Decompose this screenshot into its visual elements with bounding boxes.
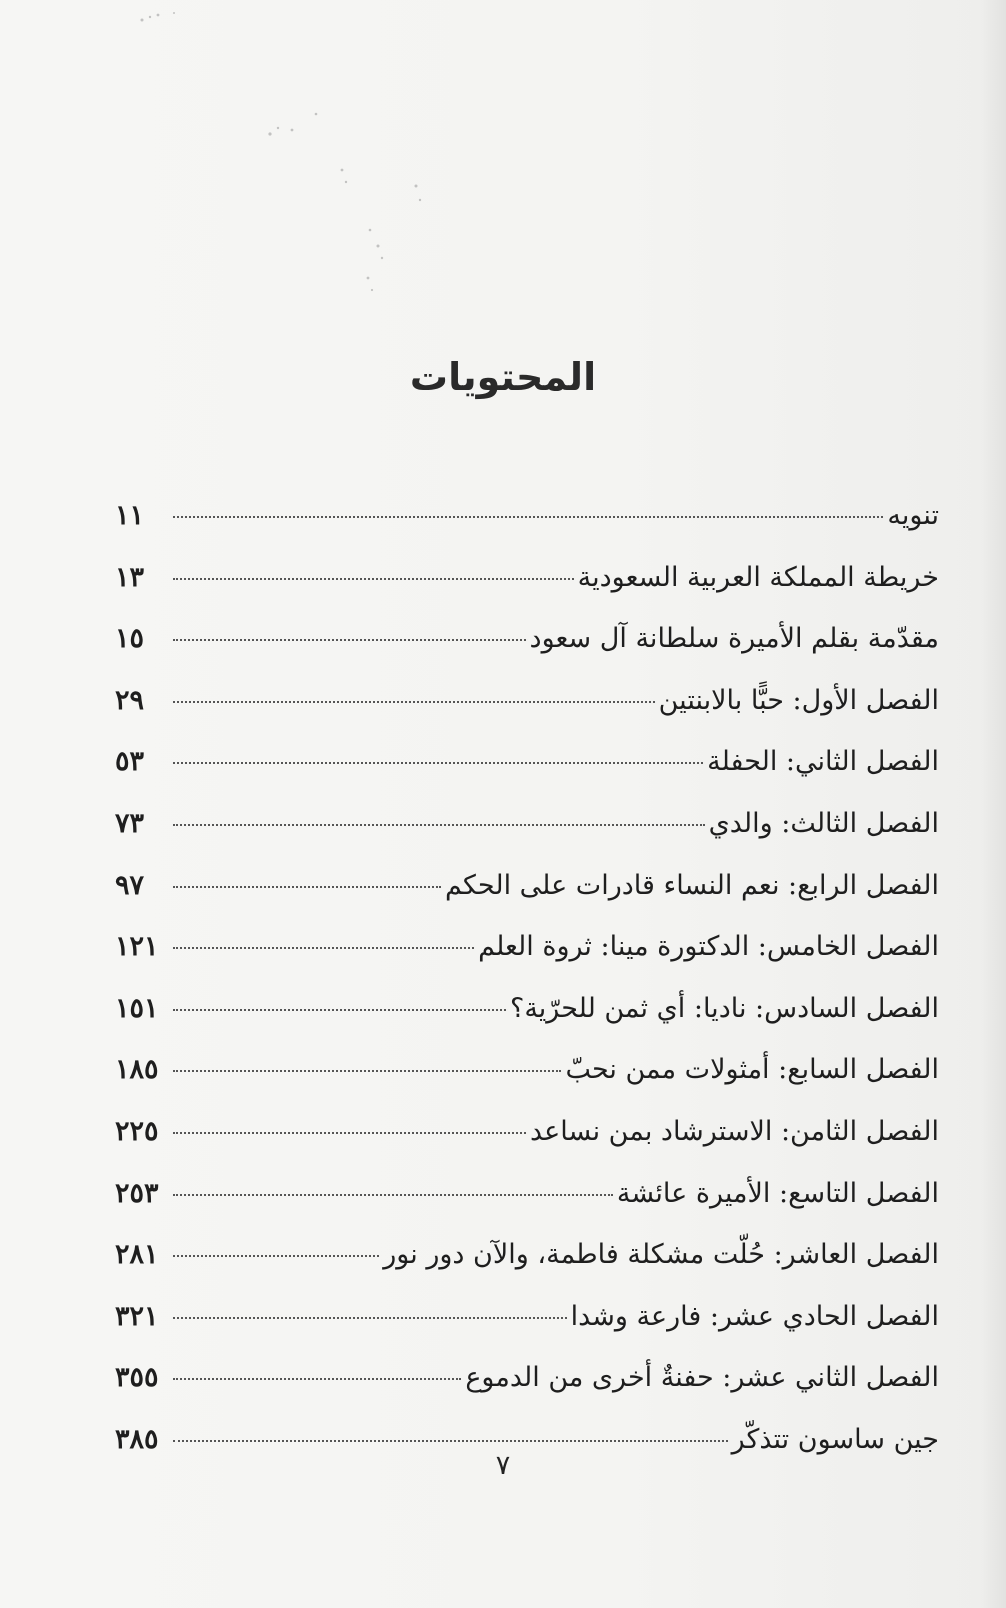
toc-entry — [115, 916, 939, 978]
dot-leader — [173, 762, 703, 764]
toc-entry — [115, 485, 939, 547]
toc-entry-page: ٢٥٣ — [115, 1177, 159, 1209]
toc-entry — [115, 1286, 939, 1348]
dot-leader — [173, 1317, 567, 1319]
dot-leader — [173, 1378, 461, 1380]
toc-entry-page: ٣٥٥ — [115, 1362, 159, 1394]
dot-leader — [173, 1070, 561, 1072]
toc-entry-page: ١٨٥ — [115, 1054, 159, 1086]
dot-leader — [173, 886, 441, 888]
toc-entry-page: ٢٩ — [115, 684, 145, 716]
dot-leader — [173, 824, 705, 826]
toc-entry — [115, 731, 939, 793]
toc-entry-title: الفصل السادس: ناديا: أي ثمن للحرّية؟ — [509, 992, 939, 1024]
toc-entry-page: ١٢١ — [115, 931, 159, 963]
toc-entry-title: جين ساسون تتذكّر — [731, 1423, 939, 1455]
toc-entry — [115, 793, 939, 855]
toc-entry — [115, 1101, 939, 1163]
dot-leader — [173, 701, 655, 703]
toc-entry-page: ٩٧ — [115, 869, 145, 901]
dot-leader — [173, 947, 474, 949]
toc-entry — [115, 547, 939, 609]
toc-entry-title: الفصل الثاني عشر: حفنةٌ أخرى من الدموع — [465, 1362, 939, 1394]
toc-entry-page: ٧٣ — [115, 807, 145, 839]
dot-leader — [173, 578, 574, 580]
toc-entry-title: الفصل الثالث: والدي — [708, 807, 939, 839]
toc-entry-page: ١٥١ — [115, 992, 159, 1024]
toc-entry-title: خريطة المملكة العربية السعودية — [577, 561, 939, 593]
dot-leader — [173, 1009, 506, 1011]
dot-leader — [173, 516, 883, 518]
toc-entry — [115, 608, 939, 670]
page-title: المحتويات — [409, 355, 597, 400]
table-of-contents — [115, 485, 939, 1471]
page-number: ٧ — [495, 1450, 511, 1481]
toc-entry — [115, 1347, 939, 1409]
toc-entry-title: مقدّمة بقلم الأميرة سلطانة آل سعود — [529, 623, 939, 655]
ink-specks — [120, 10, 480, 310]
toc-entry-page: ١٥ — [115, 623, 145, 655]
dot-leader — [173, 639, 526, 641]
toc-entry — [115, 1163, 939, 1225]
toc-entry-page: ٢٢٥ — [115, 1115, 159, 1147]
toc-entry-title: الفصل الرابع: نعم النساء قادرات على الحكم — [445, 869, 939, 901]
toc-entry-page: ١٣ — [115, 561, 145, 593]
toc-entry — [115, 670, 939, 732]
toc-entry-page: ٥٣ — [115, 746, 145, 778]
toc-entry — [115, 855, 939, 917]
toc-entry-title: الفصل الحادي عشر: فارعة وشدا — [570, 1300, 939, 1332]
toc-entry-page: ٣٨٥ — [115, 1423, 159, 1455]
toc-entry-page: ٣٢١ — [115, 1300, 159, 1332]
dot-leader — [173, 1194, 613, 1196]
page-edge-shadow — [980, 0, 1006, 1608]
toc-entry-title: الفصل العاشر: حُلّت مشكلة فاطمة، والآن دور نور — [383, 1239, 939, 1271]
toc-entry-title: الفصل الأول: حبًّا بالابنتين — [658, 684, 939, 716]
toc-entry-page: ١١ — [115, 500, 145, 531]
dot-leader — [173, 1132, 526, 1134]
toc-entry — [115, 1224, 939, 1286]
toc-entry-title: الفصل التاسع: الأميرة عائشة — [616, 1177, 939, 1209]
toc-entry-title: الفصل الثاني: الحفلة — [707, 746, 939, 778]
toc-entry-title: الفصل السابع: أمثولات ممن نحبّ — [565, 1054, 939, 1086]
toc-entry-page: ٢٨١ — [115, 1239, 159, 1271]
toc-entry — [115, 1039, 939, 1101]
toc-entry-title: تنويه — [887, 500, 939, 531]
toc-entry-title: الفصل الثامن: الاسترشاد بمن نساعد — [529, 1115, 939, 1147]
dot-leader — [173, 1255, 379, 1257]
dot-leader — [173, 1440, 728, 1442]
toc-entry-title: الفصل الخامس: الدكتورة مينا: ثروة العلم — [478, 931, 939, 963]
toc-entry — [115, 978, 939, 1040]
